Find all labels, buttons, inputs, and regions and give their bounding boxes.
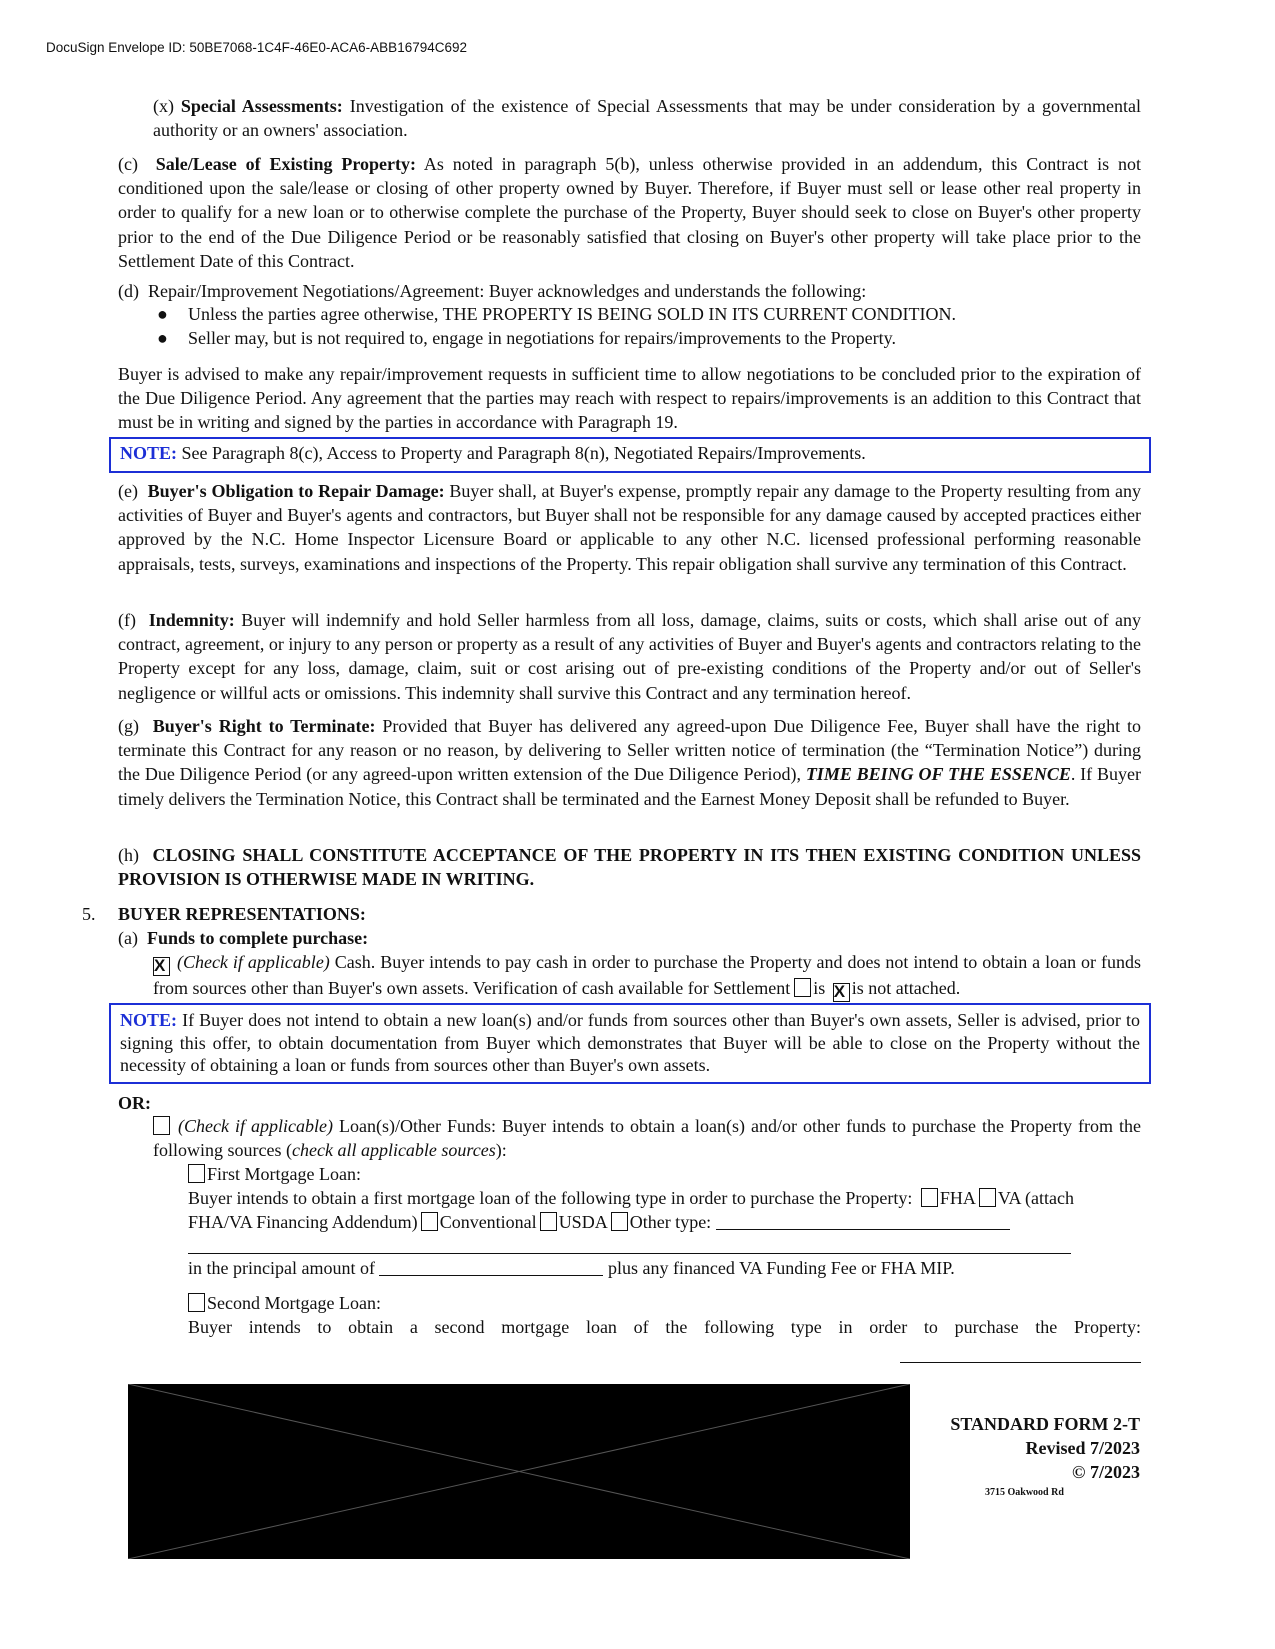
para-special-assessments: (x) Special Assessments: Investigation of the existence of Special Assessments that may be under consideration by a governmental authority or an owners' association. [153, 96, 1142, 141]
section-5-number: 5. [82, 904, 96, 924]
other-type-continuation-line[interactable] [188, 1253, 1071, 1254]
form-id: STANDARD FORM 2-T [950, 1414, 1140, 1434]
first-mortgage-type-line1: Buyer intends to obtain a first mortgage loan of the following type in order to purchase the Property: FHA VA (attach [188, 1188, 1074, 1208]
principal-amount-field[interactable] [379, 1259, 603, 1276]
first-mortgage-checkbox[interactable] [188, 1164, 205, 1183]
note-box-access: NOTE: See Paragraph 8(c), Access to Property and Paragraph 8(n), Negotiated Repairs/Improvements. [109, 437, 1151, 473]
redacted-block [128, 1384, 910, 1559]
loan-option: (Check if applicable) Loan(s)/Other Funds: Buyer intends to obtain a loan(s) and/or other funds to purchase the Property from the following sources (check all applicable sources): [153, 1116, 1141, 1161]
redaction-cross-icon [128, 1384, 910, 1559]
property-address: 3715 Oakwood Rd [985, 1487, 1064, 1498]
usda-checkbox[interactable] [540, 1212, 557, 1231]
section-5-title: BUYER REPRESENTATIONS: [118, 904, 366, 924]
para-repair-advice: Buyer is advised to make any repair/improvement requests in sufficient time to allow negotiations to be concluded prior to the expiration of the Due Diligence Period. Any agreement that the parties may reach with respect to repairs/improvements is an addition to this Contract that must be in writing and signed by the parties in accordance with Paragraph 19. [118, 364, 1141, 433]
verification-is-not-checkbox[interactable]: X [833, 983, 850, 1002]
va-checkbox[interactable] [979, 1188, 996, 1207]
note-box-cash-verification: NOTE: If Buyer does not intend to obtain a new loan(s) and/or funds from sources other than Buyer's own assets, Seller is advised, prior to signing this offer, to obtain documentation from Buyer which demonstrates that Buyer will be able to close on the Property without the necessity of obtaining a loan or funds from sources other than Buyer's own assets. [109, 1003, 1151, 1084]
form-revised: Revised 7/2023 [1025, 1438, 1140, 1458]
cash-option: X (Check if applicable) Cash. Buyer intends to pay cash in order to purchase the Property and does not intend to obtain a loan or funds from sources other than Buyer's own assets. Verification of cash available for Settlement is X is not attached. [153, 952, 1141, 1001]
cash-checkbox[interactable]: X [153, 957, 170, 976]
bullet-text-1: Unless the parties agree otherwise, THE PROPERTY IS BEING SOLD IN ITS CURRENT CONDITION. [188, 304, 957, 324]
or-label: OR: [118, 1093, 151, 1113]
para-repair-negotiations: (d) Repair/Improvement Negotiations/Agreement: Buyer acknowledges and understands the following: [118, 281, 867, 301]
para-indemnity: (f) Indemnity: Buyer will indemnify and hold Seller harmless from all loss, damage, claims, suits or costs, which shall arise out of any contract, agreement, or injury to any person or property as a result of any activities of Buyer and Buyer's agents and contractors relating to the Property except for any loss, damage, claim, suit or cost arising out of pre-existing conditions of the Property and/or out of Seller's negligence or willful acts or omissions. This indemnity shall survive this Contract and any termination hereof. [118, 610, 1142, 703]
first-mortgage-type-line2: FHA/VA Financing Addendum) Conventional USDA Other type: [188, 1210, 1010, 1234]
first-mortgage-row: First Mortgage Loan: [188, 1162, 361, 1186]
para-closing-acceptance: (h) CLOSING SHALL CONSTITUTE ACCEPTANCE OF THE PROPERTY IN ITS THEN EXISTING CONDITION UNLESS PROVISION IS OTHERWISE MADE IN WRITING. [118, 845, 1141, 890]
second-mortgage-type-line[interactable] [900, 1362, 1141, 1363]
other-type-field[interactable] [716, 1213, 1010, 1230]
conventional-checkbox[interactable] [421, 1212, 438, 1231]
principal-amount-row: in the principal amount of plus any financed VA Funding Fee or FHA MIP. [188, 1258, 955, 1278]
para-repair-damage: (e) Buyer's Obligation to Repair Damage: Buyer shall, at Buyer's expense, promptly repair any damage to the Property resulting from any activities of Buyer and Buyer's agents and contractors, but Buyer shall not be responsible for any damage caused by accepted practices either approved by the N.C. Home Inspector Licensure Board or applicable to any other N.C. licensed professional performing reasonable appraisals, tests, surveys, examinations and inspections of the Property. This repair obligation shall survive any termination of this Contract. [118, 481, 1142, 574]
second-mortgage-checkbox[interactable] [188, 1293, 205, 1312]
para-right-to-terminate: (g) Buyer's Right to Terminate: Provided that Buyer has delivered any agreed-upon Due Diligence Fee, Buyer shall have the right to terminate this Contract for any reason or no reason, by delivering to Seller written notice of termination (the “Termination Notice”) during the Due Diligence Period (or any agreed-upon written extension of the Due Diligence Period), TIME BEING OF THE ESSENCE. If Buyer timely delivers the Termination Notice, this Contract shall be terminated and the Earnest Money Deposit shall be refunded to Buyer. [118, 716, 1142, 809]
bullet-text-2: Seller may, but is not required to, engage in negotiations for repairs/improvements to the Property. [188, 328, 896, 348]
fha-checkbox[interactable] [921, 1188, 938, 1207]
verification-is-checkbox[interactable] [794, 978, 811, 997]
second-mortgage-text: Buyer intends to obtain a second mortgage loan of the following type in order to purchase the Property: [188, 1317, 1141, 1337]
loan-checkbox[interactable] [153, 1116, 170, 1135]
form-copyright: © 7/2023 [1072, 1462, 1140, 1482]
bullet-2: ● [157, 328, 168, 348]
section-5a: (a) Funds to complete purchase: [118, 928, 369, 948]
para-sale-lease: (c) Sale/Lease of Existing Property: As noted in paragraph 5(b), unless otherwise provided in an addendum, this Contract is not conditioned upon the sale/lease or closing of other property owned by Buyer. Therefore, if Buyer must sell or lease other real property in order to qualify for a new loan or to otherwise complete the purchase of the Property, Buyer should seek to close on Buyer's other property prior to the end of the Due Diligence Period or be reasonably satisfied that closing on Buyer's other property will take place prior to the Settlement Date of this Contract. [118, 154, 1141, 271]
bullet-1: ● [157, 304, 168, 324]
other-type-checkbox[interactable] [611, 1212, 628, 1231]
envelope-id: DocuSign Envelope ID: 50BE7068-1C4F-46E0-ACA6-ABB16794C692 [46, 40, 468, 55]
second-mortgage-row: Second Mortgage Loan: [188, 1291, 381, 1315]
